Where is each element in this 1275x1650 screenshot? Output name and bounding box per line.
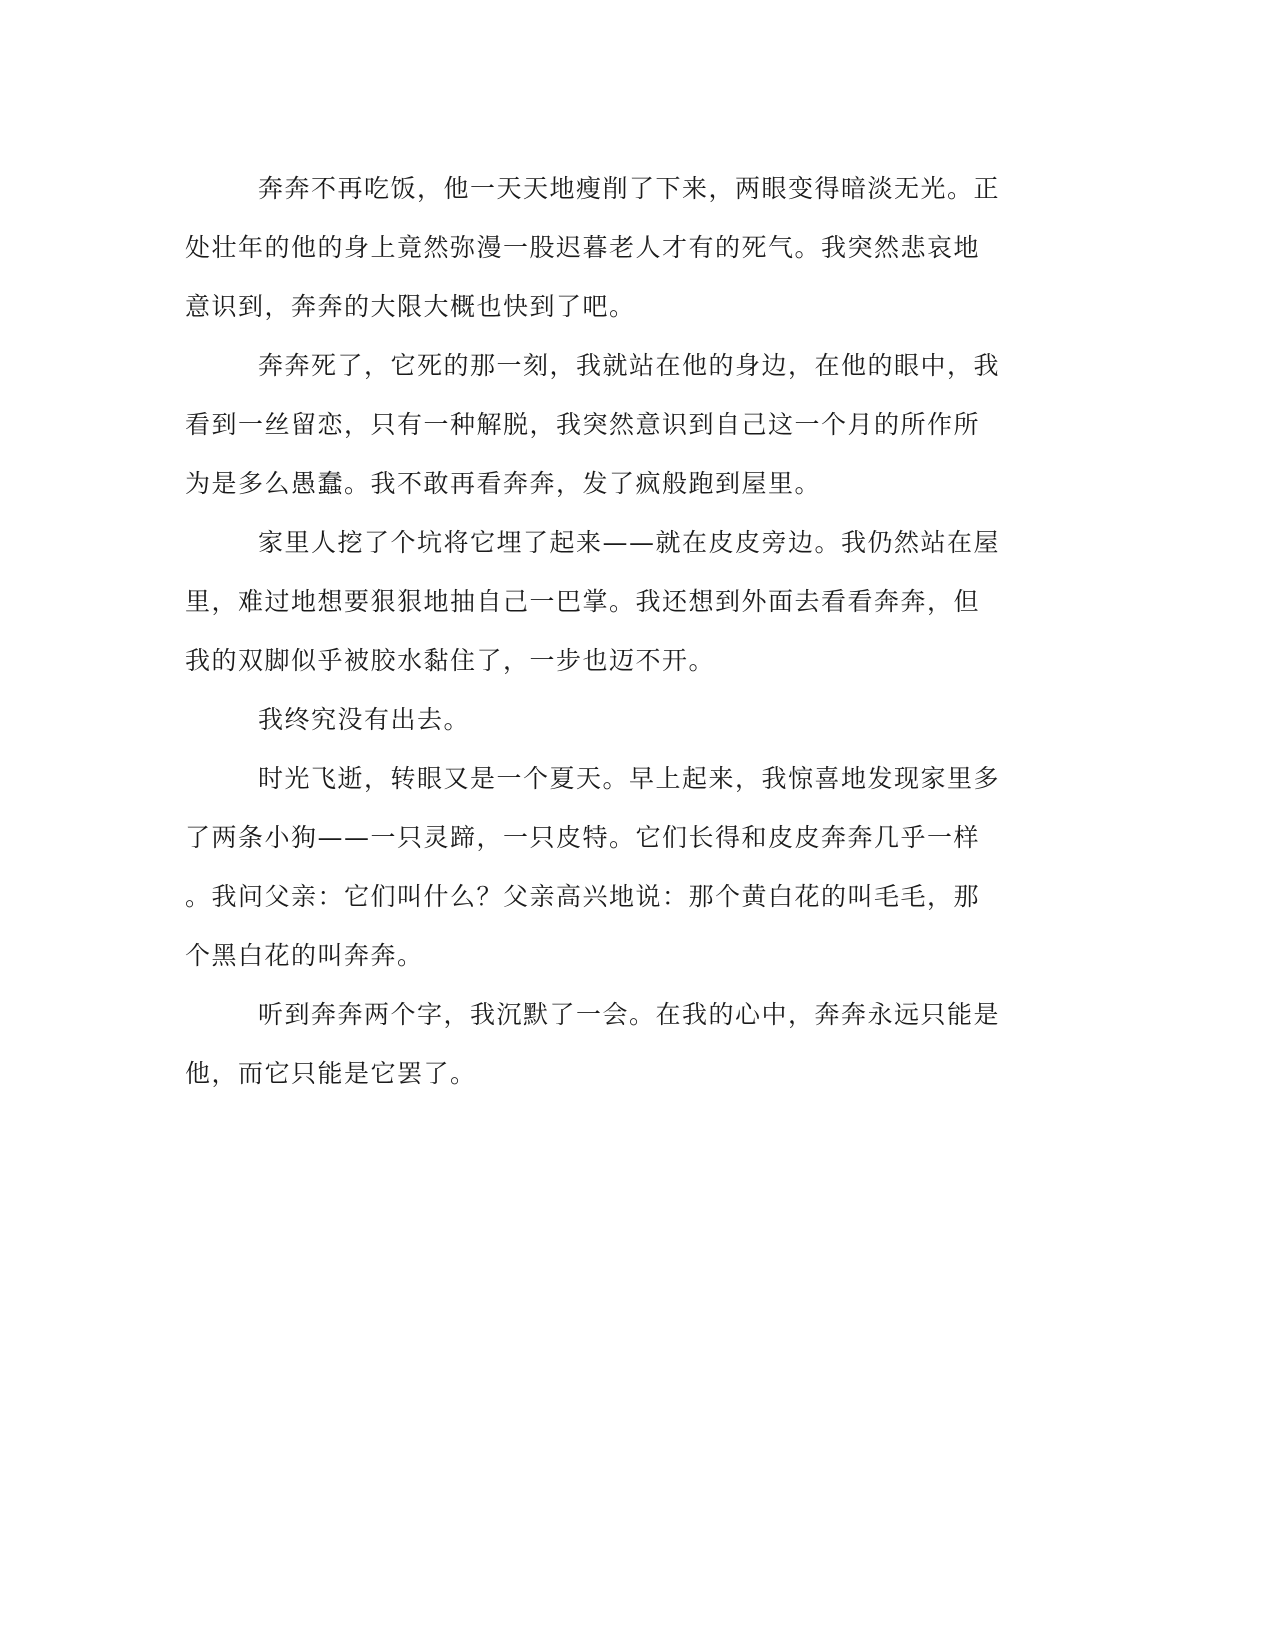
paragraph-line: 奔奔死了，它死的那一刻，我就站在他的身边，在他的眼中，我 bbox=[258, 351, 1001, 380]
paragraph-line: 看到一丝留恋，只有一种解脱，我突然意识到自己这一个月的所作所 bbox=[185, 410, 981, 439]
document-body bbox=[185, 159, 1060, 1103]
paragraph-2 bbox=[185, 336, 1060, 513]
paragraph-line: 我终究没有出去。 bbox=[258, 705, 471, 734]
paragraph-line: 意识到，奔奔的大限大概也快到了吧。 bbox=[185, 292, 636, 321]
paragraph-3 bbox=[185, 513, 1060, 690]
paragraph-line: 了两条小狗——一只灵蹄，一只皮特。它们长得和皮皮奔奔几乎一样 bbox=[185, 823, 981, 852]
paragraph-line: 他，而它只能是它罢了。 bbox=[185, 1059, 477, 1088]
paragraph-5 bbox=[185, 749, 1060, 985]
paragraph-line: 奔奔不再吃饭，他一天天地瘦削了下来，两眼变得暗淡无光。正 bbox=[258, 174, 1001, 203]
paragraph-1 bbox=[185, 159, 1060, 336]
paragraph-6 bbox=[185, 985, 1060, 1103]
paragraph-line: 为是多么愚蠢。我不敢再看奔奔，发了疯般跑到屋里。 bbox=[185, 469, 822, 498]
paragraph-4 bbox=[185, 690, 1060, 749]
paragraph-line: 家里人挖了个坑将它埋了起来——就在皮皮旁边。我仍然站在屋 bbox=[258, 528, 1001, 557]
paragraph-line: 。我问父亲：它们叫什么？父亲高兴地说：那个黄白花的叫毛毛，那 bbox=[185, 882, 981, 911]
paragraph-line: 时光飞逝，转眼又是一个夏天。早上起来，我惊喜地发现家里多 bbox=[258, 764, 1001, 793]
paragraph-line: 听到奔奔两个字，我沉默了一会。在我的心中，奔奔永远只能是 bbox=[258, 1000, 1001, 1029]
paragraph-line: 里，难过地想要狠狠地抽自己一巴掌。我还想到外面去看看奔奔，但 bbox=[185, 587, 981, 616]
paragraph-line: 个黑白花的叫奔奔。 bbox=[185, 941, 424, 970]
paragraph-line: 我的双脚似乎被胶水黏住了，一步也迈不开。 bbox=[185, 646, 716, 675]
paragraph-line: 处壮年的他的身上竟然弥漫一股迟暮老人才有的死气。我突然悲哀地 bbox=[185, 233, 981, 262]
